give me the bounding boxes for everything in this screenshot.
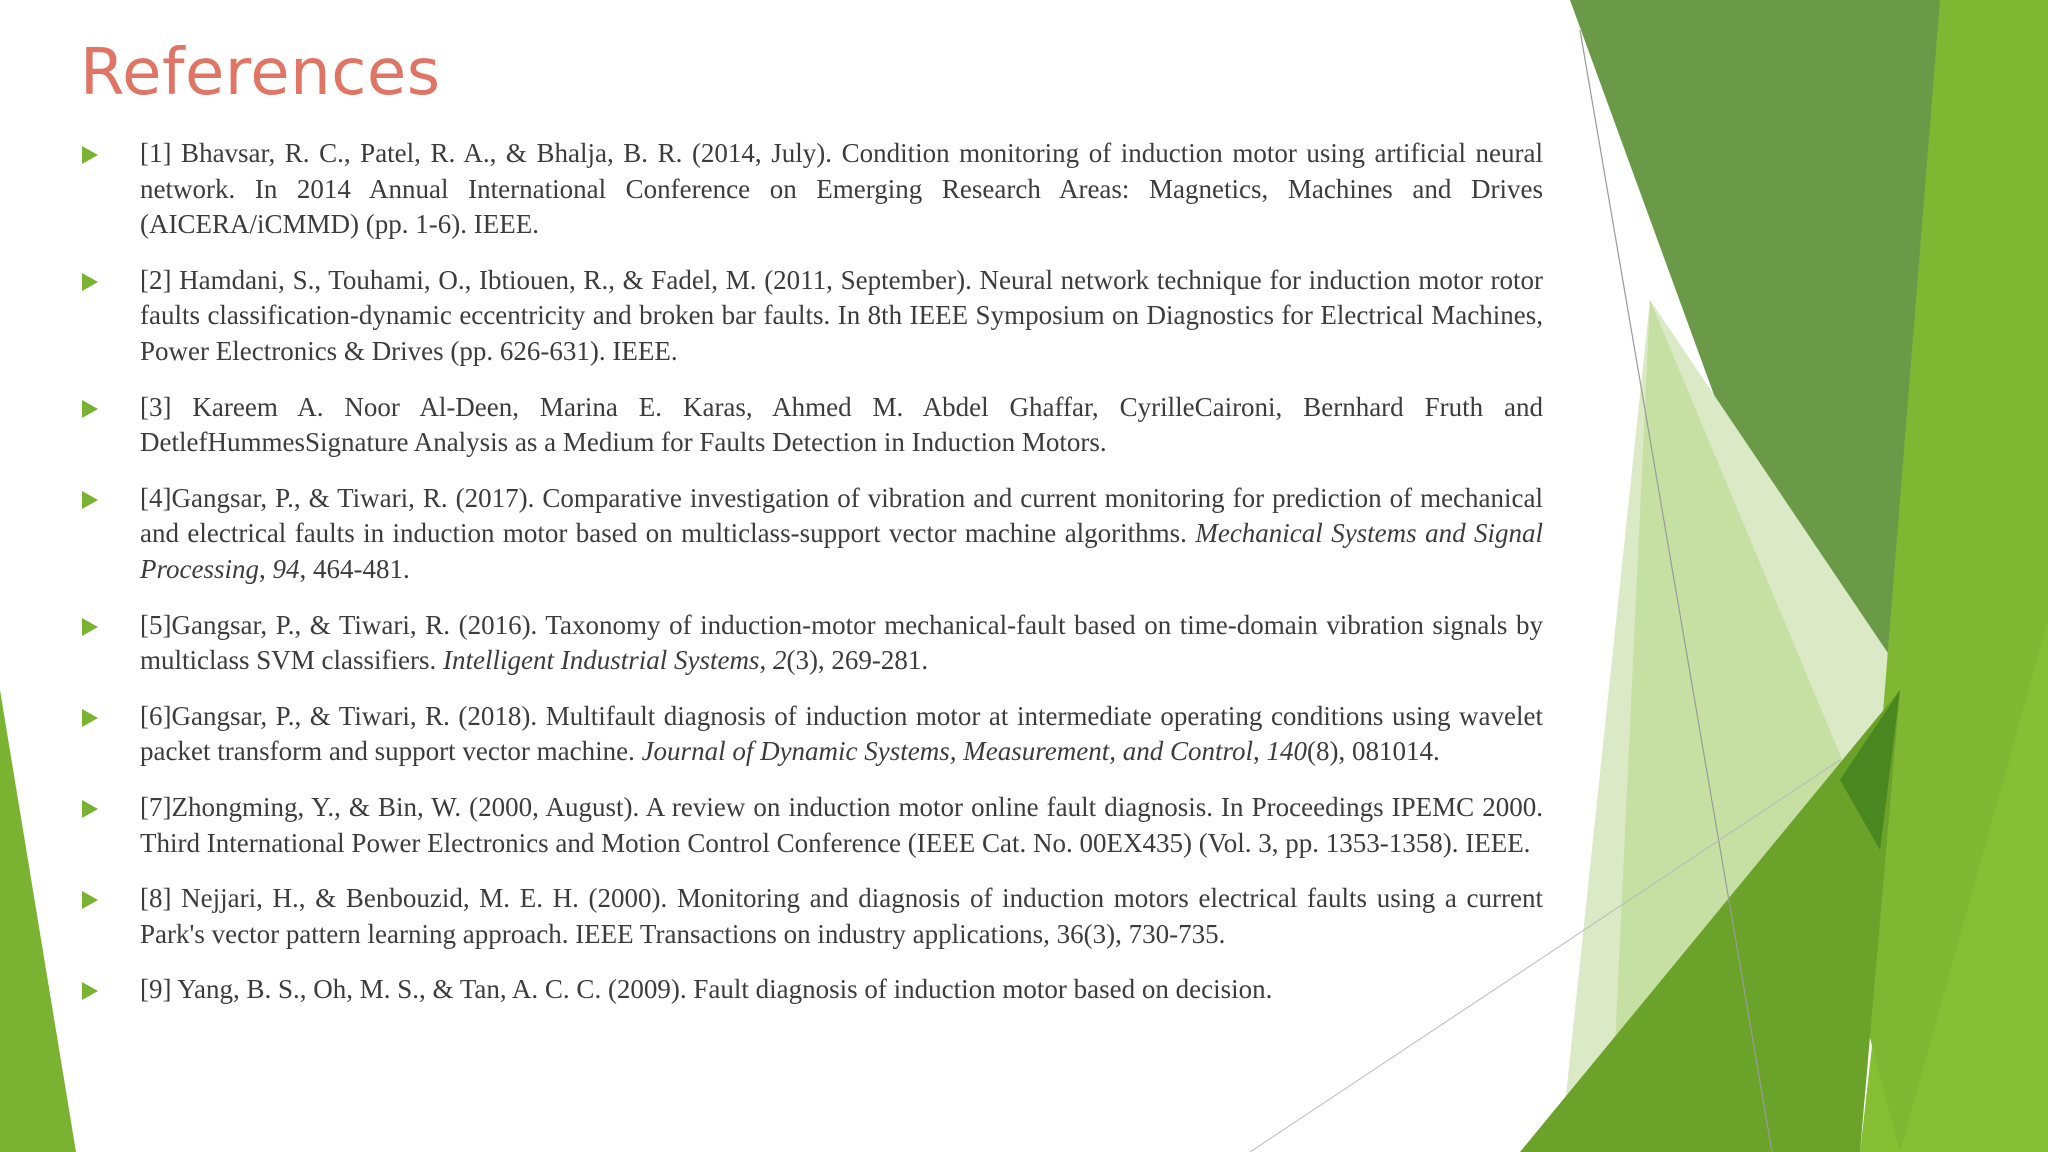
- triangle-right-icon: [82, 273, 98, 291]
- volume-number: 2: [772, 645, 787, 676]
- triangle-right-icon: [82, 400, 98, 418]
- triangle-right-icon: [82, 709, 98, 727]
- triangle-right-icon: [82, 800, 98, 818]
- list-item: [80, 608, 1543, 679]
- triangle-right-icon: [82, 146, 98, 164]
- list-item: [80, 136, 1543, 243]
- volume-number: 94: [272, 553, 300, 584]
- triangle-right-icon: [82, 982, 98, 1000]
- reference-text: [7]Zhongming, Y., & Bin, W. (2000, August). A review on induction motor online fault diagnosis. In Proceedings IPEMC 2000. Third International Power Electronics and Motion Control Conference (IEEE Cat. No. 00EX435) (Vol. 3, pp. 1353-1358). IEEE.: [140, 791, 1543, 858]
- reference-text: [6]Gangsar, P., & Tiwari, R. (2018). Multifault diagnosis of induction motor at intermediate operating conditions using wavelet packet transform and support vector machine. Journal of Dynamic Systems, Measurement, and Control, 140(8), 081014.: [140, 700, 1543, 767]
- journal-title: Intelligent Industrial Systems: [442, 645, 760, 676]
- reference-text: [2] Hamdani, S., Touhami, O., Ibtiouen, R., & Fadel, M. (2011, September). Neural network technique for induction motor rotor faults classification-dynamic eccentricity and broken bar faults. In 8th IEEE Symposium on Diagnostics for Electrical Machines, Power Electronics & Drives (pp. 626-631). IEEE.: [140, 264, 1543, 366]
- list-item: [80, 881, 1543, 952]
- volume-number: 140: [1266, 736, 1307, 767]
- list-item: [80, 790, 1543, 861]
- list-item: [80, 390, 1543, 461]
- reference-text: [5]Gangsar, P., & Tiwari, R. (2016). Taxonomy of induction-motor mechanical-fault based on time-domain vibration signals by multiclass SVM classifiers. Intelligent Industrial Systems, 2(3), 269-281.: [140, 609, 1543, 676]
- reference-text: [4]Gangsar, P., & Tiwari, R. (2017). Comparative investigation of vibration and current monitoring for prediction of mechanical and electrical faults in induction motor based on multiclass-support vector machine algorithms. Mechanical Systems and Signal Processing, 94, 464-481.: [140, 482, 1543, 584]
- journal-title: Journal of Dynamic Systems, Measurement, and Control: [641, 736, 1253, 767]
- triangle-right-icon: [82, 618, 98, 636]
- reference-text: [3] Kareem A. Noor Al-Deen, Marina E. Karas, Ahmed M. Abdel Ghaffar, CyrilleCaironi, Bernhard Fruth and DetlefHummesSignature Analysis as a Medium for Faults Detection in Induction Motors.: [140, 391, 1543, 458]
- reference-list: [80, 136, 1543, 1028]
- triangle-right-icon: [82, 891, 98, 909]
- page-title: References: [80, 36, 441, 110]
- journal-title: Mechanical Systems and Signal Processing: [140, 518, 1543, 584]
- reference-text: [8] Nejjari, H., & Benbouzid, M. E. H. (2000). Monitoring and diagnosis of induction motors electrical faults using a current Park's vector pattern learning approach. IEEE Transactions on industry applications, 36(3), 730-735.: [140, 883, 1543, 949]
- list-item: [80, 699, 1543, 770]
- left-accent-triangle: [0, 690, 76, 1152]
- reference-text: [1] Bhavsar, R. C., Patel, R. A., & Bhalja, B. R. (2014, July). Condition monitoring of induction motor using artificial neural network. In 2014 Annual International Conference on Emerging Research Areas: Magnetics, Machines and Drives (AICERA/iCMMD) (pp. 1-6). IEEE.: [140, 138, 1543, 240]
- list-item: [80, 972, 1543, 1008]
- triangle-right-icon: [82, 491, 98, 509]
- list-item: [80, 263, 1543, 370]
- list-item: [80, 481, 1543, 588]
- reference-text: [9] Yang, B. S., Oh, M. S., & Tan, A. C. C. (2009). Fault diagnosis of induction motor based on decision.: [140, 974, 1273, 1005]
